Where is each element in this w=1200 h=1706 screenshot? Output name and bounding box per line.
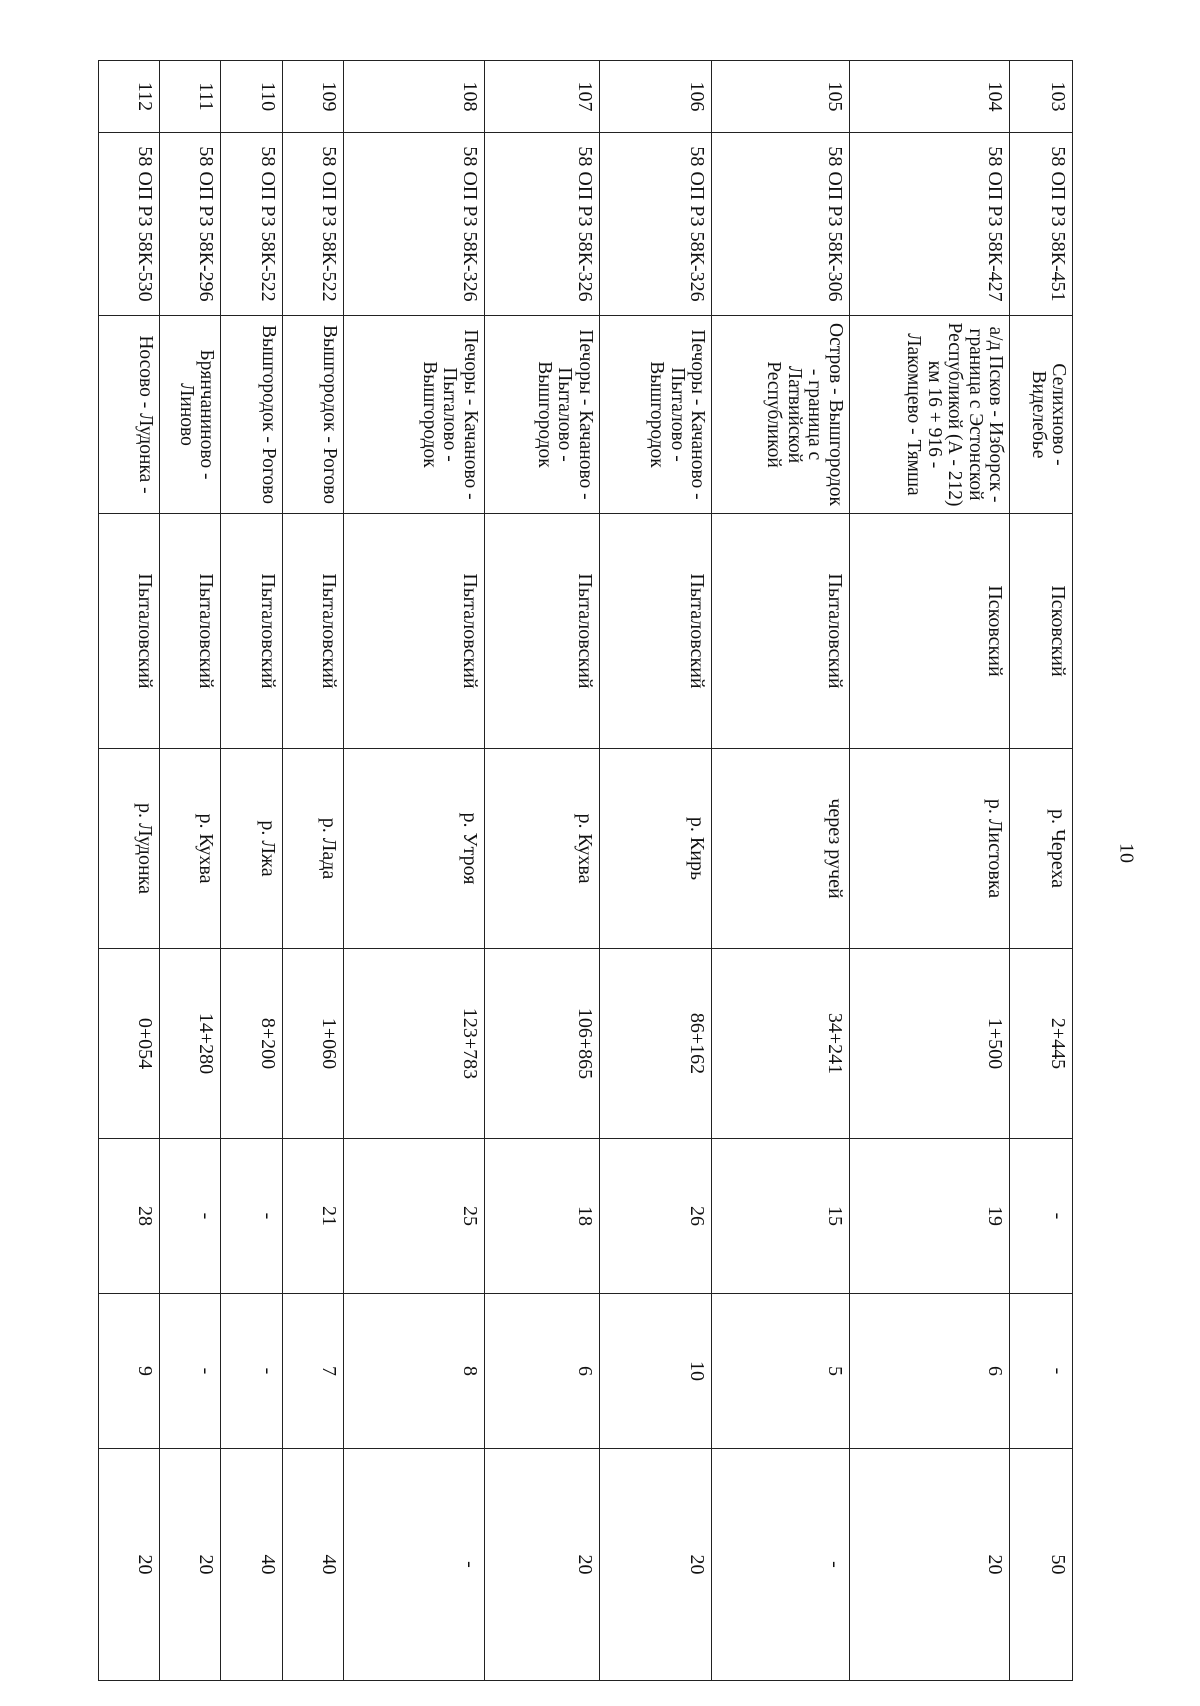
district: Пыталовский [599,514,712,749]
value-col7: 25 [343,1139,484,1294]
bridges-table [98,60,1073,1681]
value-col9: 40 [283,1449,344,1681]
district: Пыталовский [343,514,484,749]
road-route: Вышгородок - Рогово [283,316,344,514]
value-col9: 20 [159,1449,221,1681]
value-col8: 7 [283,1294,344,1449]
crossing-object: р. Лудонка [99,749,160,949]
kilometer-mark: 8+200 [221,949,283,1139]
table-row [849,61,1009,1681]
road-code: 58 ОП РЗ 58К-451 [1010,133,1073,316]
row-number: 103 [1010,61,1073,133]
value-col7: 15 [712,1139,850,1294]
value-col8: 9 [99,1294,160,1449]
value-col9: 20 [849,1449,1009,1681]
road-route: Носово - Лудонка - [99,316,160,514]
value-col9: 40 [221,1449,283,1681]
value-col8: 10 [599,1294,712,1449]
row-number: 111 [159,61,221,133]
district: Псковский [849,514,1009,749]
table-row [159,61,221,1681]
kilometer-mark: 2+445 [1010,949,1073,1139]
value-col8: 5 [712,1294,850,1449]
road-route: Селихново - Виделебье [1010,316,1073,514]
value-col8: 6 [484,1294,599,1449]
value-col8: - [221,1294,283,1449]
road-code: 58 ОП РЗ 58К-522 [221,133,283,316]
row-number: 109 [283,61,344,133]
district: Пыталовский [283,514,344,749]
table-row [343,61,484,1681]
kilometer-mark: 123+783 [343,949,484,1139]
road-route: а/д Псков - Изборск - граница с Эстонской Республикой (А - 212) км 16 + 916 - Лакомцево - Тямша [849,316,1009,514]
value-col9: 20 [484,1449,599,1681]
road-code: 58 ОП РЗ 58К-326 [343,133,484,316]
value-col7: 19 [849,1139,1009,1294]
road-code: 58 ОП РЗ 58К-296 [159,133,221,316]
value-col8: 6 [849,1294,1009,1449]
table-row [99,61,160,1681]
value-col8: 8 [343,1294,484,1449]
kilometer-mark: 106+865 [484,949,599,1139]
row-number: 106 [599,61,712,133]
crossing-object: р. Листовка [849,749,1009,949]
district: Пыталовский [221,514,283,749]
road-code: 58 ОП РЗ 58К-326 [484,133,599,316]
table-row [283,61,344,1681]
district: Пыталовский [484,514,599,749]
value-col9: 20 [599,1449,712,1681]
crossing-object: р. Утроя [343,749,484,949]
road-route: Вышгородок - Рогово [221,316,283,514]
value-col9: - [712,1449,850,1681]
crossing-object: р. Кирь [599,749,712,949]
district: Пыталовский [159,514,221,749]
road-code: 58 ОП РЗ 58К-326 [599,133,712,316]
value-col9: 20 [99,1449,160,1681]
table-row [712,61,850,1681]
value-col8: - [1010,1294,1073,1449]
kilometer-mark: 86+162 [599,949,712,1139]
value-col7: - [159,1139,221,1294]
value-col7: 21 [283,1139,344,1294]
road-code: 58 ОП РЗ 58К-530 [99,133,160,316]
kilometer-mark: 1+500 [849,949,1009,1139]
crossing-object: р. Кухва [484,749,599,949]
row-number: 108 [343,61,484,133]
kilometer-mark: 1+060 [283,949,344,1139]
row-number: 105 [712,61,850,133]
value-col7: 18 [484,1139,599,1294]
road-code: 58 ОП РЗ 58К-522 [283,133,344,316]
value-col9: 50 [1010,1449,1073,1681]
value-col7: - [221,1139,283,1294]
row-number: 112 [99,61,160,133]
crossing-object: р. Череха [1010,749,1073,949]
crossing-object: р. Кухва [159,749,221,949]
kilometer-mark: 14+280 [159,949,221,1139]
table-row [221,61,283,1681]
road-route: Печоры - Качаново - Пыталово - Вышгородок [484,316,599,514]
value-col9: - [343,1449,484,1681]
value-col7: 28 [99,1139,160,1294]
row-number: 104 [849,61,1009,133]
road-route: Остров - Вышгородок - граница с Латвийской Республикой [712,316,850,514]
crossing-object: р. Лада [283,749,344,949]
value-col7: 26 [599,1139,712,1294]
table-row [1010,61,1073,1681]
district: Псковский [1010,514,1073,749]
table-row [599,61,712,1681]
table-row [484,61,599,1681]
road-route: Брянчаниново - Линово [159,316,221,514]
value-col7: - [1010,1139,1073,1294]
value-col8: - [159,1294,221,1449]
bridges-table-rotated [98,60,1073,1680]
district: Пыталовский [712,514,850,749]
district: Пыталовский [99,514,160,749]
road-code: 58 ОП РЗ 58К-306 [712,133,850,316]
crossing-object: р. Лжа [221,749,283,949]
row-number: 107 [484,61,599,133]
row-number: 110 [221,61,283,133]
road-code: 58 ОП РЗ 58К-427 [849,133,1009,316]
road-route: Печоры - Качаново - Пыталово - Вышгородок [343,316,484,514]
page-number-text: 10 [1115,843,1138,863]
crossing-object: через ручей [712,749,850,949]
kilometer-mark: 0+054 [99,949,160,1139]
road-route: Печоры - Качаново - Пыталово - Вышгородок [599,316,712,514]
kilometer-mark: 34+241 [712,949,850,1139]
